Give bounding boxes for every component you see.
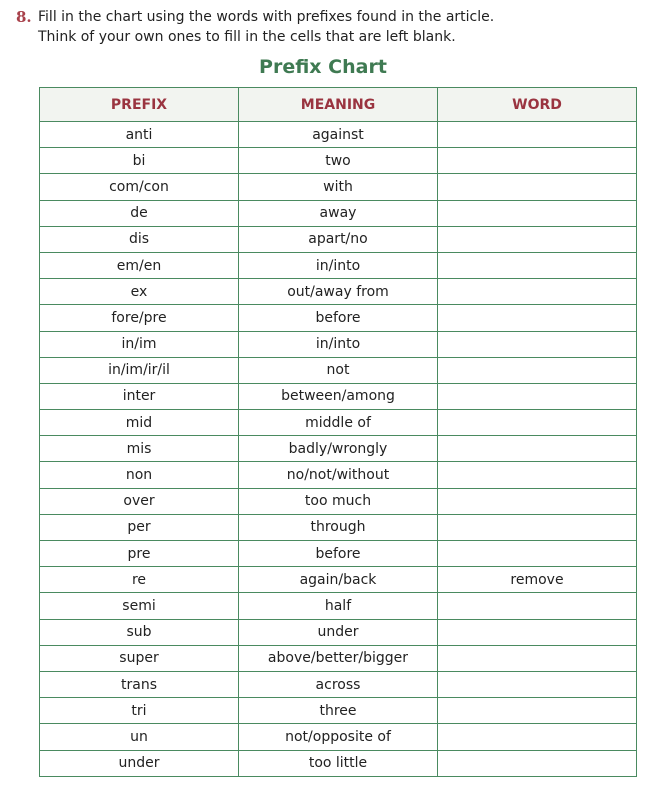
meaning-cell: between/among <box>239 383 438 409</box>
word-cell[interactable] <box>438 122 637 148</box>
table-row <box>40 122 637 148</box>
word-cell[interactable] <box>438 619 637 645</box>
prefix-cell: per <box>40 514 239 540</box>
word-cell[interactable] <box>438 541 637 567</box>
word-cell[interactable] <box>438 593 637 619</box>
prefix-cell: anti <box>40 122 239 148</box>
table-row <box>40 200 637 226</box>
prefix-cell: ex <box>40 279 239 305</box>
meaning-cell: away <box>239 200 438 226</box>
question-number: 8. <box>16 8 32 26</box>
word-cell[interactable] <box>438 645 637 671</box>
word-cell[interactable] <box>438 462 637 488</box>
prefix-cell: in/im <box>40 331 239 357</box>
table-row <box>40 174 637 200</box>
table-row <box>40 488 637 514</box>
prefix-cell: under <box>40 750 239 776</box>
meaning-cell: before <box>239 305 438 331</box>
table-row <box>40 462 637 488</box>
table-row <box>40 148 637 174</box>
prefix-cell: bi <box>40 148 239 174</box>
table-row <box>40 750 637 776</box>
meaning-cell: no/not/without <box>239 462 438 488</box>
prefix-cell: in/im/ir/il <box>40 357 239 383</box>
meaning-cell: apart/no <box>239 226 438 252</box>
table-row <box>40 383 637 409</box>
word-cell[interactable] <box>438 357 637 383</box>
header-word: WORD <box>438 88 637 122</box>
question-line-1: Fill in the chart using the words with prefixes found in the article. <box>38 9 495 25</box>
meaning-cell: against <box>239 122 438 148</box>
word-cell[interactable] <box>438 436 637 462</box>
meaning-cell: above/better/bigger <box>239 645 438 671</box>
table-row <box>40 724 637 750</box>
table-row <box>40 567 637 593</box>
prefix-cell: super <box>40 645 239 671</box>
table-row <box>40 619 637 645</box>
prefix-cell: com/con <box>40 174 239 200</box>
meaning-cell: in/into <box>239 331 438 357</box>
table-row <box>40 593 637 619</box>
meaning-cell: with <box>239 174 438 200</box>
prefix-cell: over <box>40 488 239 514</box>
prefix-cell: fore/pre <box>40 305 239 331</box>
table-row <box>40 357 637 383</box>
prefix-cell: de <box>40 200 239 226</box>
word-cell[interactable] <box>438 488 637 514</box>
word-cell[interactable] <box>438 698 637 724</box>
header-meaning: MEANING <box>239 88 438 122</box>
prefix-cell: tri <box>40 698 239 724</box>
meaning-cell: middle of <box>239 410 438 436</box>
table-row <box>40 541 637 567</box>
table-row <box>40 671 637 697</box>
word-cell[interactable] <box>438 279 637 305</box>
meaning-cell: out/away from <box>239 279 438 305</box>
table-row <box>40 252 637 278</box>
word-cell[interactable] <box>438 200 637 226</box>
prefix-cell: dis <box>40 226 239 252</box>
meaning-cell: through <box>239 514 438 540</box>
prefix-cell: non <box>40 462 239 488</box>
word-cell[interactable] <box>438 226 637 252</box>
meaning-cell: before <box>239 541 438 567</box>
prefix-cell: pre <box>40 541 239 567</box>
table-row <box>40 331 637 357</box>
table-row <box>40 410 637 436</box>
word-cell[interactable]: remove <box>438 567 637 593</box>
meaning-cell: under <box>239 619 438 645</box>
table-row <box>40 645 637 671</box>
word-cell[interactable] <box>438 410 637 436</box>
prefix-chart-table <box>39 87 637 777</box>
meaning-cell: badly/wrongly <box>239 436 438 462</box>
table-row <box>40 698 637 724</box>
word-cell[interactable] <box>438 750 637 776</box>
prefix-cell: mis <box>40 436 239 462</box>
table-row <box>40 436 637 462</box>
meaning-cell: half <box>239 593 438 619</box>
meaning-cell: too little <box>239 750 438 776</box>
meaning-cell: across <box>239 671 438 697</box>
prefix-cell: un <box>40 724 239 750</box>
word-cell[interactable] <box>438 252 637 278</box>
prefix-cell: sub <box>40 619 239 645</box>
meaning-cell: too much <box>239 488 438 514</box>
word-cell[interactable] <box>438 174 637 200</box>
meaning-cell: not/opposite of <box>239 724 438 750</box>
prefix-cell: em/en <box>40 252 239 278</box>
meaning-cell: not <box>239 357 438 383</box>
word-cell[interactable] <box>438 148 637 174</box>
word-cell[interactable] <box>438 671 637 697</box>
word-cell[interactable] <box>438 383 637 409</box>
meaning-cell: two <box>239 148 438 174</box>
table-header-row <box>40 88 637 122</box>
header-prefix: PREFIX <box>40 88 239 122</box>
question-text <box>38 7 494 47</box>
word-cell[interactable] <box>438 514 637 540</box>
word-cell[interactable] <box>438 331 637 357</box>
word-cell[interactable] <box>438 724 637 750</box>
meaning-cell: again/back <box>239 567 438 593</box>
prefix-cell: semi <box>40 593 239 619</box>
table-row <box>40 226 637 252</box>
prefix-cell: trans <box>40 671 239 697</box>
question-line-2: Think of your own ones to fill in the cells that are left blank. <box>38 29 456 45</box>
table-row <box>40 514 637 540</box>
meaning-cell: in/into <box>239 252 438 278</box>
chart-title: Prefix Chart <box>259 56 387 78</box>
word-cell[interactable] <box>438 305 637 331</box>
prefix-cell: re <box>40 567 239 593</box>
prefix-cell: inter <box>40 383 239 409</box>
table-row <box>40 305 637 331</box>
prefix-cell: mid <box>40 410 239 436</box>
table-row <box>40 279 637 305</box>
meaning-cell: three <box>239 698 438 724</box>
